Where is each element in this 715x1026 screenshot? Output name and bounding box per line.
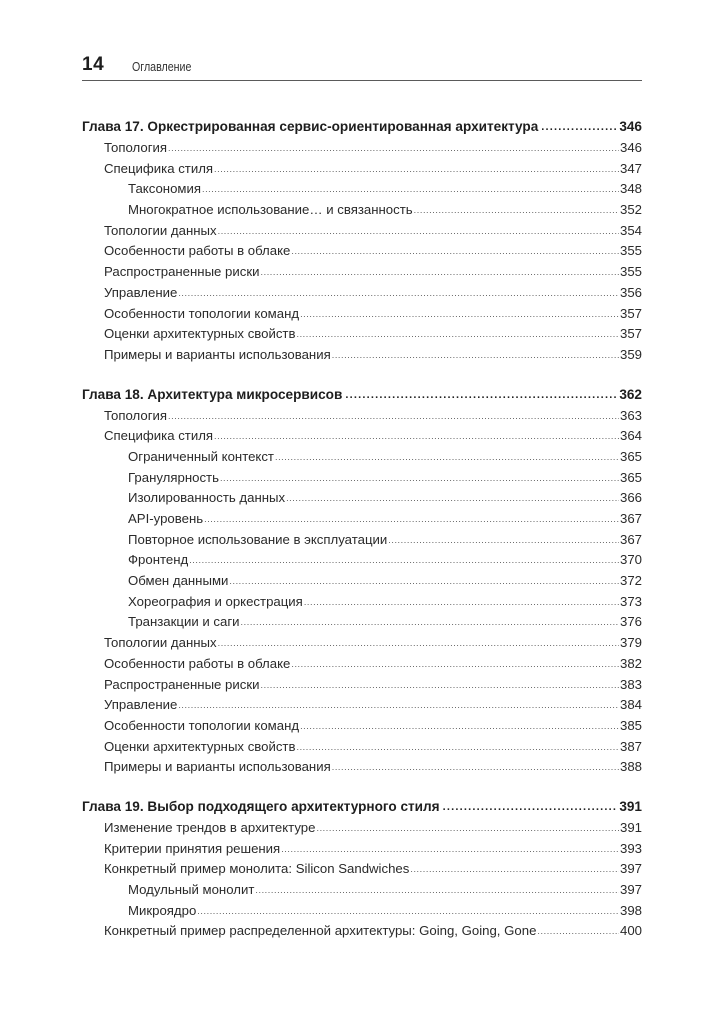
dot-leader — [332, 757, 619, 778]
table-of-contents — [82, 116, 642, 960]
entry-page: 398 — [619, 902, 642, 918]
toc-entry[interactable] — [82, 633, 642, 654]
entry-label: Обмен данными — [128, 573, 229, 589]
toc-entry[interactable] — [82, 818, 642, 839]
entry-label: Микроядро — [128, 902, 197, 918]
toc-entry[interactable] — [82, 241, 642, 262]
dot-leader — [291, 654, 619, 675]
entry-label: Конкретный пример распределенной архитектуры: Going, Going, Gone — [104, 923, 537, 939]
entry-page: 391 — [619, 819, 642, 835]
entry-label: Особенности работы в облаке — [104, 243, 291, 259]
toc-entry[interactable] — [82, 757, 642, 778]
toc-entry[interactable] — [82, 138, 642, 159]
dot-leader — [241, 612, 619, 633]
dot-leader — [218, 633, 619, 654]
entry-label: Управление — [104, 284, 178, 300]
dot-leader — [218, 221, 619, 242]
dot-leader — [178, 695, 619, 716]
chapter-title: Глава 18. Архитектура микросервисов — [82, 386, 343, 402]
toc-entry[interactable] — [82, 509, 642, 530]
dot-leader — [541, 116, 616, 138]
dot-leader — [197, 901, 619, 922]
entry-page: 379 — [619, 635, 642, 651]
dot-leader — [189, 550, 619, 571]
entry-label: Топологии данных — [104, 222, 217, 238]
dot-leader — [316, 818, 619, 839]
dot-leader — [168, 406, 619, 427]
entry-page: 397 — [619, 882, 642, 897]
entry-page: 354 — [619, 222, 642, 238]
running-title: Оглавление — [132, 59, 192, 74]
toc-entry[interactable] — [82, 221, 642, 242]
entry-page: 366 — [619, 490, 642, 506]
entry-label: Примеры и варианты использования — [104, 346, 331, 362]
entry-page: 385 — [619, 717, 642, 733]
dot-leader — [296, 324, 619, 345]
entry-page: 346 — [619, 140, 642, 155]
entry-page: 359 — [619, 346, 642, 362]
toc-entry[interactable] — [82, 262, 642, 283]
chapter-page: 391 — [619, 798, 642, 814]
entry-label: Распространенные риски — [104, 676, 260, 692]
entry-label: Модульный монолит — [128, 882, 255, 897]
toc-entry[interactable] — [82, 550, 642, 571]
entry-page: 387 — [619, 738, 642, 754]
chapter-page: 362 — [619, 386, 642, 402]
dot-leader — [291, 241, 619, 262]
toc-entry[interactable] — [82, 675, 642, 696]
dot-leader — [300, 304, 619, 325]
entry-page: 382 — [619, 655, 642, 671]
dot-leader — [261, 262, 619, 283]
dot-leader — [300, 716, 619, 737]
entry-page: 365 — [619, 469, 642, 485]
entry-label: Гранулярность — [128, 469, 219, 485]
entry-page: 372 — [619, 573, 642, 589]
entry-page: 384 — [619, 697, 642, 713]
dot-leader — [388, 530, 619, 551]
chapter-heading[interactable] — [82, 116, 642, 138]
toc-entry[interactable] — [82, 612, 642, 633]
dot-leader — [178, 283, 619, 304]
toc-entry[interactable] — [82, 571, 642, 592]
dot-leader — [229, 571, 619, 592]
dot-leader — [537, 921, 619, 942]
entry-page: 363 — [619, 407, 642, 423]
entry-page: 383 — [619, 676, 642, 692]
toc-entry[interactable] — [82, 654, 642, 675]
dot-leader — [414, 200, 619, 221]
dot-leader — [261, 675, 619, 696]
entry-page: 347 — [619, 160, 642, 176]
toc-entry[interactable] — [82, 468, 642, 489]
entry-label: Хореография и оркестрация — [128, 593, 303, 609]
chapter-18 — [82, 384, 642, 778]
dot-leader — [204, 509, 619, 530]
toc-entry[interactable] — [82, 159, 642, 180]
entry-page: 373 — [619, 593, 642, 609]
entry-label: Оценки архитектурных свойств — [104, 326, 296, 342]
dot-leader — [345, 384, 616, 406]
entry-label: Оценки архитектурных свойств — [104, 738, 296, 754]
entry-page: 370 — [619, 552, 642, 568]
toc-entry[interactable] — [82, 345, 642, 366]
chapter-page: 346 — [619, 119, 642, 134]
toc-entry[interactable] — [82, 695, 642, 716]
entry-page: 357 — [619, 326, 642, 342]
entry-label: Распространенные риски — [104, 264, 260, 280]
dot-leader — [220, 468, 619, 489]
entry-label: Таксономия — [128, 181, 201, 197]
entry-page: 400 — [619, 923, 642, 939]
toc-entry[interactable] — [82, 200, 642, 221]
entry-label: Примеры и варианты использования — [104, 759, 331, 775]
entry-label: Многократное использование… и связанность — [128, 202, 413, 218]
toc-entry[interactable] — [82, 592, 642, 613]
entry-label: Изменение трендов в архитектуре — [104, 819, 316, 835]
page-header — [82, 52, 642, 81]
entry-label: Критерии принятия решения — [104, 840, 281, 856]
dot-leader — [443, 796, 617, 818]
toc-entry[interactable] — [82, 304, 642, 325]
entry-label: Особенности топологии команд — [104, 305, 300, 321]
entry-page: 364 — [619, 428, 642, 444]
entry-page: 393 — [619, 840, 642, 856]
entry-label: Управление — [104, 697, 178, 713]
chapter-heading[interactable] — [82, 384, 642, 406]
toc-entry[interactable] — [82, 921, 642, 942]
entry-label: Конкретный пример монолита: Silicon Sandwiches — [104, 861, 410, 877]
toc-entry[interactable] — [82, 859, 642, 880]
entry-page: 352 — [619, 202, 642, 218]
entry-page: 397 — [619, 861, 642, 877]
dot-leader — [168, 138, 619, 159]
entry-label: Особенности топологии команд — [104, 717, 300, 733]
dot-leader — [296, 737, 619, 758]
entry-label: Топология — [104, 407, 168, 423]
entry-page: 365 — [619, 448, 642, 464]
entry-label: Особенности работы в облаке — [104, 655, 291, 671]
entry-page: 376 — [619, 614, 642, 630]
toc-entry[interactable] — [82, 426, 642, 447]
entry-page: 348 — [619, 181, 642, 197]
dot-leader — [304, 592, 619, 613]
dot-leader — [281, 839, 619, 860]
entry-page: 356 — [619, 284, 642, 300]
entry-page: 367 — [619, 531, 642, 547]
entry-label: Изолированность данных — [128, 490, 286, 506]
chapter-17 — [82, 116, 642, 366]
chapter-title: Глава 19. Выбор подходящего архитектурного стиля — [82, 798, 440, 814]
entry-label: Транзакции и саги — [128, 614, 240, 630]
dot-leader — [410, 859, 619, 880]
entry-label: Специфика стиля — [104, 428, 214, 444]
dot-leader — [214, 159, 619, 180]
dot-leader — [332, 345, 619, 366]
toc-entry[interactable] — [82, 406, 642, 427]
dot-leader — [275, 447, 619, 468]
toc-entry[interactable] — [82, 324, 642, 345]
dot-leader — [214, 426, 619, 447]
toc-entry[interactable] — [82, 839, 642, 860]
toc-entry[interactable] — [82, 901, 642, 922]
entry-label: Ограниченный контекст — [128, 448, 274, 464]
toc-entry[interactable] — [82, 737, 642, 758]
page-number: 14 — [82, 54, 105, 75]
toc-entry[interactable] — [82, 488, 642, 509]
entry-label: Специфика стиля — [104, 160, 214, 176]
toc-entry[interactable] — [82, 530, 642, 551]
dot-leader — [255, 880, 619, 901]
entry-label: Повторное использование в эксплуатации — [128, 531, 388, 547]
dot-leader — [202, 179, 619, 200]
toc-entry[interactable] — [82, 716, 642, 737]
entry-page: 367 — [619, 511, 642, 526]
chapter-title: Глава 17. Оркестрированная сервис-ориентированная архитектура — [82, 119, 539, 134]
toc-entry[interactable] — [82, 880, 642, 901]
toc-entry[interactable] — [82, 447, 642, 468]
entry-page: 355 — [619, 264, 642, 280]
entry-label: Топологии данных — [104, 635, 217, 651]
entry-page: 388 — [619, 759, 642, 775]
entry-label: Фронтенд — [128, 552, 189, 568]
entry-page: 355 — [619, 243, 642, 259]
entry-page: 357 — [619, 305, 642, 321]
entry-label: Топология — [104, 140, 168, 155]
chapter-heading[interactable] — [82, 796, 642, 818]
chapter-19 — [82, 796, 642, 942]
toc-entry[interactable] — [82, 283, 642, 304]
toc-entry[interactable] — [82, 179, 642, 200]
entry-label: API-уровень — [128, 511, 204, 526]
dot-leader — [286, 488, 619, 509]
